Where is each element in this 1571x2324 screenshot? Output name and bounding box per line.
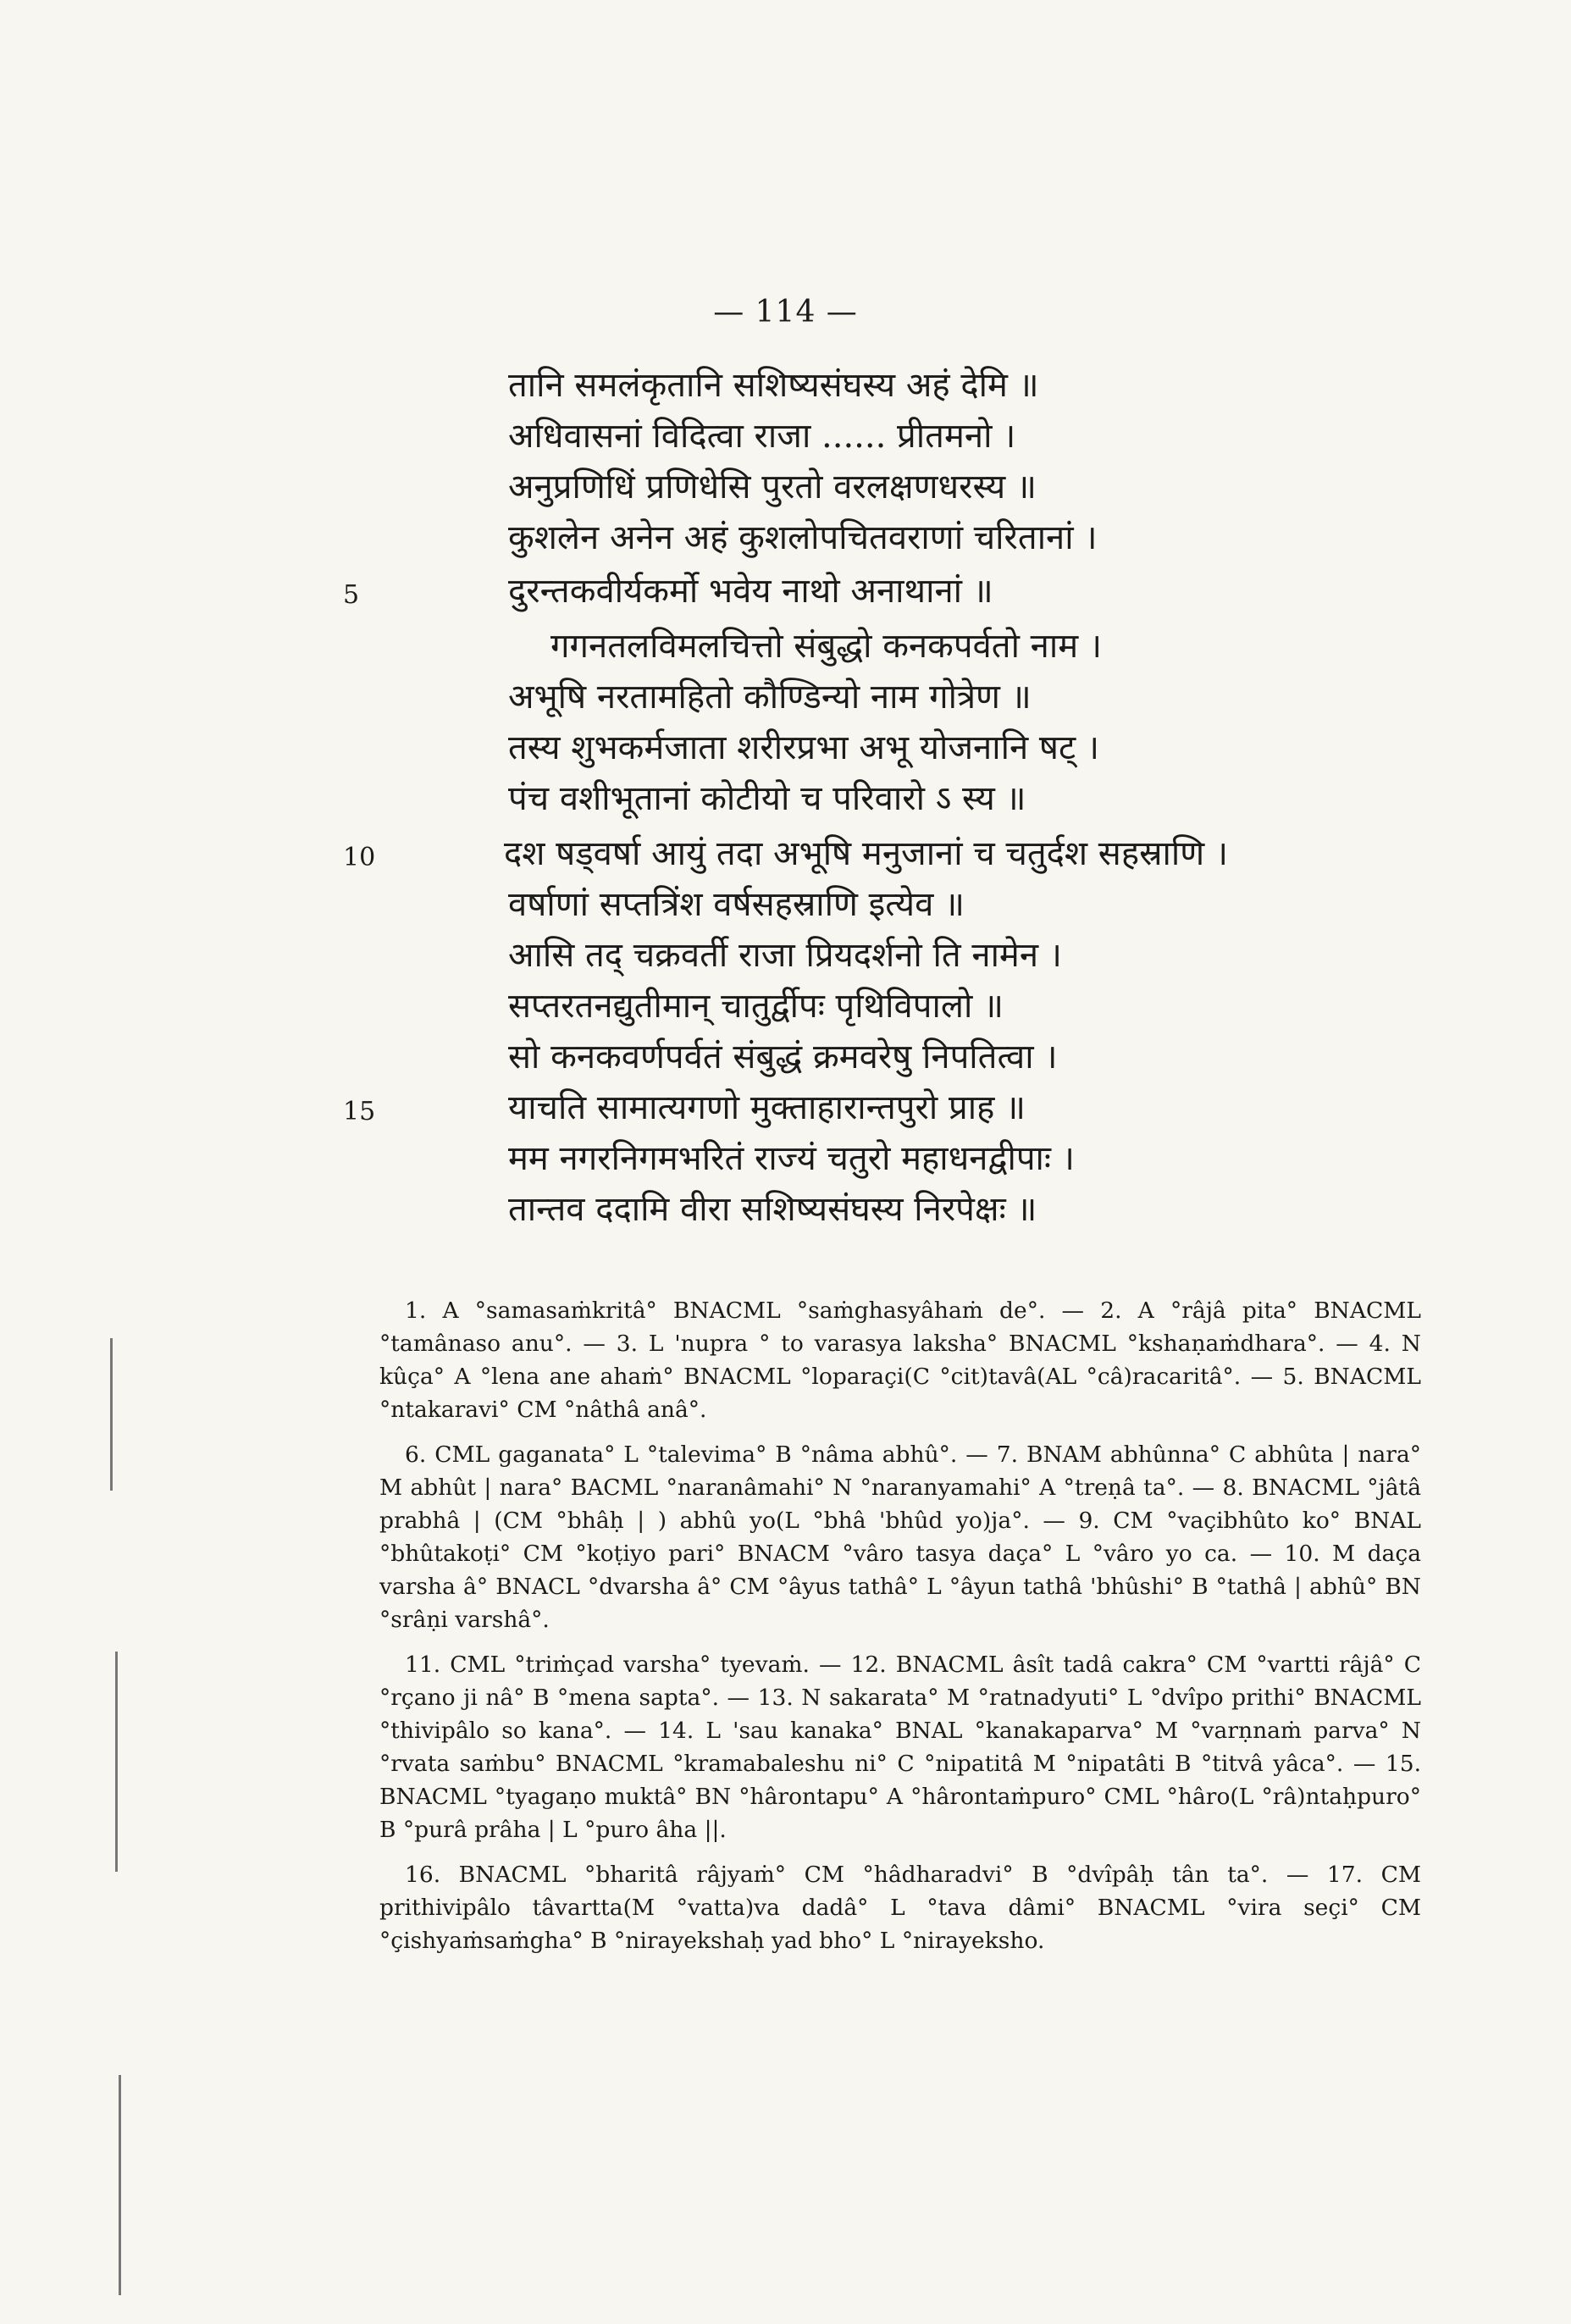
verse-line: मम नगरनिगमभरितं राज्यं चतुरो महाधनद्वीपाः । [508, 1139, 1075, 1178]
verse-line: याचति सामात्यगणो मुक्ताहारान्तपुरो प्राह ॥ [508, 1088, 1026, 1127]
verse-line: दश षड्वर्षा आयुं तदा अभूषि मनुजानां च चतुर्दश सहस्राणि । [504, 834, 1229, 873]
verse-line: कुशलेन अनेन अहं कुशलोपचितवराणां चरितानां । [508, 518, 1098, 557]
footnote-paragraph: 1. A °samasaṁkritâ° BNACML °saṁghasyâhaṁ de°. — 2. A °râjâ pita° BNACML °tamânaso anu°. — 3. L 'nupra ° to varasya laksha° BNACML °kshaṇaṁdhara°. — 4. N kûça° A °lena ane ahaṁ° BNACML °loparaçi(C °cit)tavâ(AL °câ)racaritâ°. — 5. BNACML °ntakaravi° CM °nâthâ anâ°. [379, 1298, 1421, 1423]
verse-line: तस्य शुभकर्मजाता शरीरप्रभा अभू योजनानि षट् । [508, 728, 1100, 767]
verse-line: सप्तरतनद्युतीमान् चातुर्द्वीपः पृथिविपालो ॥ [508, 987, 1004, 1026]
verse-line: अनुप्रणिधिं प्रणिधेसि पुरतो वरलक्षणधरस्य ॥ [508, 468, 1037, 506]
verse-line: अधिवासनां विदित्वा राजा ...... प्रीतमनो । [508, 417, 1016, 456]
verse-line: पंच वशीभूतानां कोटीयो च परिवारो ऽ स्य ॥ [508, 779, 1026, 818]
binding-edge-mark [110, 1338, 113, 1491]
verse-line: वर्षाणां सप्तत्रिंश वर्षसहस्राणि इत्येव ॥ [508, 885, 965, 924]
footnote-paragraph: 16. BNACML °bharitâ râjyaṁ° CM °hâdharadvi° B °dvîpâḥ tân ta°. — 17. CM prithivipâlo tâvartta(M °vatta)va dadâ° L °tava dâmi° BNACML °vira seçi° CM °çishyaṁsaṁgha° B °nirayekshaḥ yad bho° L °nirayeksho. [379, 1862, 1421, 1954]
footnote-paragraph: 11. CML °triṁçad varsha° tyevaṁ. — 12. BNACML âsît tadâ cakra° CM °vartti râjâ° C °rçano ji nâ° B °mena sapta°. — 13. N sakarata° M °ratnadyuti° L °dvîpo prithi° BNACML °thivipâlo so kana°. — 14. L 'sau kanaka° BNAL °kanakaparva° M °varṇnaṁ parva° N °rvata saṁbu° BNACML °kramabaleshu ni° C °nipatitâ M °nipatâti B °titvâ yâca°. — 15. BNACML °tyagaṇo muktâ° BN °hârontapu° A °hârontaṁpuro° CML °hâro(L °râ)ntaḥpuro° B °purâ prâha | L °puro âha ||. [379, 1652, 1421, 1843]
binding-edge-mark [115, 1652, 118, 1872]
verse-line: सो कनकवर्णपर्वतं संबुद्धं क्रमवरेषु निपतित्वा । [508, 1038, 1058, 1076]
footnote-paragraph: 6. CML gaganata° L °talevima° B °nâma abhû°. — 7. BNAM abhûnna° C abhûta | nara° M abhût | nara° BACML °naranâmahi° N °naranyamahi° A °treṇâ ta°. — 8. BNACML °jâtâ prabhâ | (CM °bhâḥ | ) abhû yo(L °bhâ 'bhûd yo)ja°. — 9. CM °vaçibhûto ko° BNAL °bhûtakoṭi° CM °koṭiyo pari° BNACM °vâro tasya daça° L °vâro yo ca. — 10. M daça varsha â° BNACL °dvarsha â° CM °âyus tathâ° L °âyun tathâ 'bhûshi° B °tathâ | abhû° BN °srâṇi varshâ°. [379, 1441, 1421, 1633]
line-number: 5 [343, 580, 360, 610]
page-number: — 114 — [713, 295, 858, 329]
verse-line: दुरन्तकवीर्यकर्मो भवेय नाथो अनाथानां ॥ [508, 572, 993, 611]
binding-edge-mark [119, 2075, 121, 2295]
verse-line: गगनतलविमलचित्तो संबुद्धो कनकपर्वतो नाम । [550, 627, 1103, 666]
verse-line: अभूषि नरतामहितो कौण्डिन्यो नाम गोत्रेण ॥ [508, 678, 1032, 717]
verse-line: तानि समलंकृतानि सशिष्यसंघस्य अहं देमि ॥ [508, 366, 1039, 405]
line-number: 10 [343, 843, 376, 872]
verse-line: तान्तव ददामि वीरा सशिष्यसंघस्य निरपेक्षः ॥ [508, 1190, 1037, 1229]
verse-line: आसि तद् चक्रवर्ती राजा प्रियदर्शनो ति नामेन । [508, 936, 1062, 975]
critical-apparatus [379, 1294, 1421, 1969]
line-number: 15 [343, 1097, 376, 1126]
